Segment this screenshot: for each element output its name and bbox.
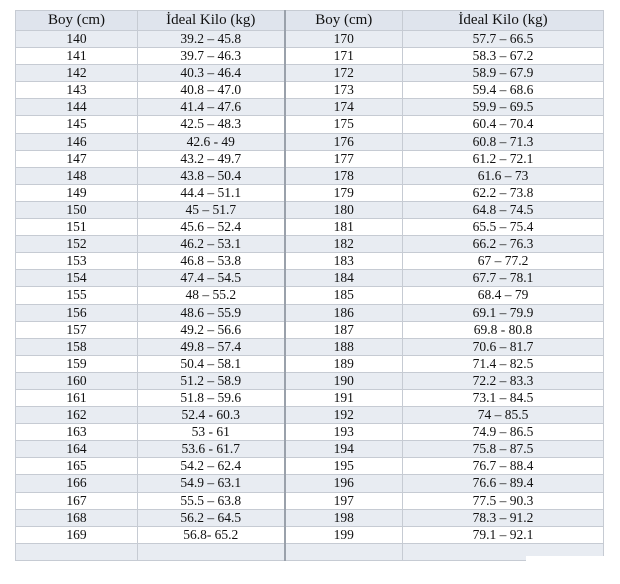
cell-weight-left: 42.6 - 49 <box>138 133 285 150</box>
cell-height-right: 191 <box>285 389 403 406</box>
cell-weight-left: 44.4 – 51.1 <box>138 184 285 201</box>
cell-weight-left: 52.4 - 60.3 <box>138 407 285 424</box>
table-row <box>16 270 604 287</box>
cell-height-right: 171 <box>285 48 403 65</box>
cell-weight-left: 46.2 – 53.1 <box>138 236 285 253</box>
cell-height-left: 148 <box>16 167 138 184</box>
cell-height-left: 168 <box>16 509 138 526</box>
table-body <box>16 31 604 561</box>
table-row <box>16 150 604 167</box>
cell-height-right: 188 <box>285 338 403 355</box>
cell-weight-right: 74.9 – 86.5 <box>403 424 604 441</box>
cell-height-left: 155 <box>16 287 138 304</box>
cell-weight-left: 48 – 55.2 <box>138 287 285 304</box>
cell-weight-right: 58.9 – 67.9 <box>403 65 604 82</box>
cell-height-left: 164 <box>16 441 138 458</box>
cell-height-left: 149 <box>16 184 138 201</box>
cell-height-left: 153 <box>16 253 138 270</box>
cell-weight-left: 54.9 – 63.1 <box>138 475 285 492</box>
cell-height-right: 180 <box>285 201 403 218</box>
table-row <box>16 48 604 65</box>
cell-height-left: 157 <box>16 321 138 338</box>
table-row <box>16 509 604 526</box>
cell-height-left: 158 <box>16 338 138 355</box>
cell-weight-left: 51.8 – 59.6 <box>138 389 285 406</box>
header-weight-right: İdeal Kilo (kg) <box>403 11 604 31</box>
cell-height-left: 151 <box>16 219 138 236</box>
cell-weight-left: 43.2 – 49.7 <box>138 150 285 167</box>
cell-weight-left: 56.2 – 64.5 <box>138 509 285 526</box>
cell-weight-right: 66.2 – 76.3 <box>403 236 604 253</box>
cell-height-right: 195 <box>285 458 403 475</box>
cell-weight-left: 41.4 – 47.6 <box>138 99 285 116</box>
table-row <box>16 236 604 253</box>
cell-height-right: 170 <box>285 31 403 48</box>
table-row <box>16 304 604 321</box>
cell-height-right: 190 <box>285 372 403 389</box>
cell-height-left: 169 <box>16 526 138 543</box>
table-row <box>16 287 604 304</box>
cell-height-right: 173 <box>285 82 403 99</box>
cell-height-left: 165 <box>16 458 138 475</box>
cell-weight-right: 67.7 – 78.1 <box>403 270 604 287</box>
table-row <box>16 31 604 48</box>
cell-weight-left: 40.8 – 47.0 <box>138 82 285 99</box>
cell-height-left: 159 <box>16 355 138 372</box>
header-height-left: Boy (cm) <box>16 11 138 31</box>
cell-weight-right: 68.4 – 79 <box>403 287 604 304</box>
table-row <box>16 99 604 116</box>
cell-weight-right: 72.2 – 83.3 <box>403 372 604 389</box>
cell-weight-right: 76.7 – 88.4 <box>403 458 604 475</box>
cell-weight-left: 51.2 – 58.9 <box>138 372 285 389</box>
cell-weight-right: 79.1 – 92.1 <box>403 526 604 543</box>
cell-weight-right: 70.6 – 81.7 <box>403 338 604 355</box>
cell-height-right: 175 <box>285 116 403 133</box>
cell-weight-left: 43.8 – 50.4 <box>138 167 285 184</box>
cell-weight-right: 59.4 – 68.6 <box>403 82 604 99</box>
cell-weight-right: 62.2 – 73.8 <box>403 184 604 201</box>
table-row <box>16 116 604 133</box>
cell-height-right: 186 <box>285 304 403 321</box>
cell-weight-left: 54.2 – 62.4 <box>138 458 285 475</box>
watermark-cover <box>526 556 604 570</box>
cell-height-right: 199 <box>285 526 403 543</box>
cell-weight-left: 46.8 – 53.8 <box>138 253 285 270</box>
cell-height-right: 183 <box>285 253 403 270</box>
cell-weight-right: 60.8 – 71.3 <box>403 133 604 150</box>
cell-weight-left: 55.5 – 63.8 <box>138 492 285 509</box>
cell-weight-right: 58.3 – 67.2 <box>403 48 604 65</box>
cell-height-right: 185 <box>285 287 403 304</box>
cell-height-left: 142 <box>16 65 138 82</box>
cell-height-right: 178 <box>285 167 403 184</box>
cell-height-left: 144 <box>16 99 138 116</box>
cell-weight-right: 71.4 – 82.5 <box>403 355 604 372</box>
cell-height-right: 182 <box>285 236 403 253</box>
cell-height-left: 167 <box>16 492 138 509</box>
cell-height-left: 161 <box>16 389 138 406</box>
cell-height-right: 177 <box>285 150 403 167</box>
cell-height-right: 181 <box>285 219 403 236</box>
cell-height-left: 154 <box>16 270 138 287</box>
cell-height-right: 172 <box>285 65 403 82</box>
cell-weight-left: 42.5 – 48.3 <box>138 116 285 133</box>
table-row <box>16 424 604 441</box>
cell-weight-left: 53.6 - 61.7 <box>138 441 285 458</box>
cell-height-left: 145 <box>16 116 138 133</box>
cell-weight-right: 65.5 – 75.4 <box>403 219 604 236</box>
cell-height-left: 160 <box>16 372 138 389</box>
cell-height-left: 156 <box>16 304 138 321</box>
cell-height-left: 150 <box>16 201 138 218</box>
cell-height-left: 162 <box>16 407 138 424</box>
cell-height-right: 192 <box>285 407 403 424</box>
cell-height-left: 140 <box>16 31 138 48</box>
table-row <box>16 184 604 201</box>
cell-weight-right: 59.9 – 69.5 <box>403 99 604 116</box>
filler-row <box>16 543 604 560</box>
cell-height-left: 141 <box>16 48 138 65</box>
cell-weight-right: 67 – 77.2 <box>403 253 604 270</box>
cell-weight-left: 50.4 – 58.1 <box>138 355 285 372</box>
cell-weight-right: 69.8 - 80.8 <box>403 321 604 338</box>
cell-height-right: 197 <box>285 492 403 509</box>
cell-weight-right: 74 – 85.5 <box>403 407 604 424</box>
cell-weight-right: 61.2 – 72.1 <box>403 150 604 167</box>
cell-weight-left: 56.8- 65.2 <box>138 526 285 543</box>
table-row <box>16 492 604 509</box>
cell-weight-left: 45.6 – 52.4 <box>138 219 285 236</box>
cell-height-left: 146 <box>16 133 138 150</box>
cell-weight-right: 75.8 – 87.5 <box>403 441 604 458</box>
table-row <box>16 389 604 406</box>
filler-cell <box>138 543 285 560</box>
table-row <box>16 253 604 270</box>
table-row <box>16 372 604 389</box>
ideal-weight-table-container <box>15 10 603 561</box>
table-row <box>16 407 604 424</box>
cell-height-right: 174 <box>285 99 403 116</box>
cell-weight-right: 61.6 – 73 <box>403 167 604 184</box>
cell-weight-right: 73.1 – 84.5 <box>403 389 604 406</box>
filler-cell <box>16 543 138 560</box>
table-row <box>16 338 604 355</box>
table-row <box>16 167 604 184</box>
cell-height-right: 193 <box>285 424 403 441</box>
header-row <box>16 11 604 31</box>
cell-weight-left: 48.6 – 55.9 <box>138 304 285 321</box>
cell-height-left: 152 <box>16 236 138 253</box>
table-row <box>16 133 604 150</box>
header-height-right: Boy (cm) <box>285 11 403 31</box>
header-weight-left: İdeal Kilo (kg) <box>138 11 285 31</box>
table-row <box>16 201 604 218</box>
table-row <box>16 355 604 372</box>
cell-height-right: 196 <box>285 475 403 492</box>
cell-weight-left: 45 – 51.7 <box>138 201 285 218</box>
cell-height-right: 184 <box>285 270 403 287</box>
cell-weight-right: 78.3 – 91.2 <box>403 509 604 526</box>
cell-weight-left: 39.2 – 45.8 <box>138 31 285 48</box>
table-row <box>16 526 604 543</box>
table-row <box>16 475 604 492</box>
cell-weight-left: 49.2 – 56.6 <box>138 321 285 338</box>
cell-weight-right: 77.5 – 90.3 <box>403 492 604 509</box>
table-row <box>16 458 604 475</box>
cell-height-right: 198 <box>285 509 403 526</box>
cell-weight-left: 53 - 61 <box>138 424 285 441</box>
cell-height-right: 189 <box>285 355 403 372</box>
cell-height-right: 176 <box>285 133 403 150</box>
table-row <box>16 82 604 99</box>
cell-height-right: 187 <box>285 321 403 338</box>
cell-height-left: 163 <box>16 424 138 441</box>
cell-weight-left: 47.4 – 54.5 <box>138 270 285 287</box>
cell-weight-right: 76.6 – 89.4 <box>403 475 604 492</box>
cell-height-left: 143 <box>16 82 138 99</box>
cell-weight-right: 57.7 – 66.5 <box>403 31 604 48</box>
table-row <box>16 441 604 458</box>
cell-weight-left: 40.3 – 46.4 <box>138 65 285 82</box>
table-row <box>16 65 604 82</box>
cell-weight-right: 60.4 – 70.4 <box>403 116 604 133</box>
cell-weight-right: 69.1 – 79.9 <box>403 304 604 321</box>
cell-height-right: 179 <box>285 184 403 201</box>
cell-height-left: 147 <box>16 150 138 167</box>
filler-cell <box>285 543 403 560</box>
cell-height-left: 166 <box>16 475 138 492</box>
cell-weight-left: 39.7 – 46.3 <box>138 48 285 65</box>
cell-height-right: 194 <box>285 441 403 458</box>
table-row <box>16 321 604 338</box>
cell-weight-left: 49.8 – 57.4 <box>138 338 285 355</box>
cell-weight-right: 64.8 – 74.5 <box>403 201 604 218</box>
ideal-weight-table <box>15 10 604 561</box>
table-row <box>16 219 604 236</box>
